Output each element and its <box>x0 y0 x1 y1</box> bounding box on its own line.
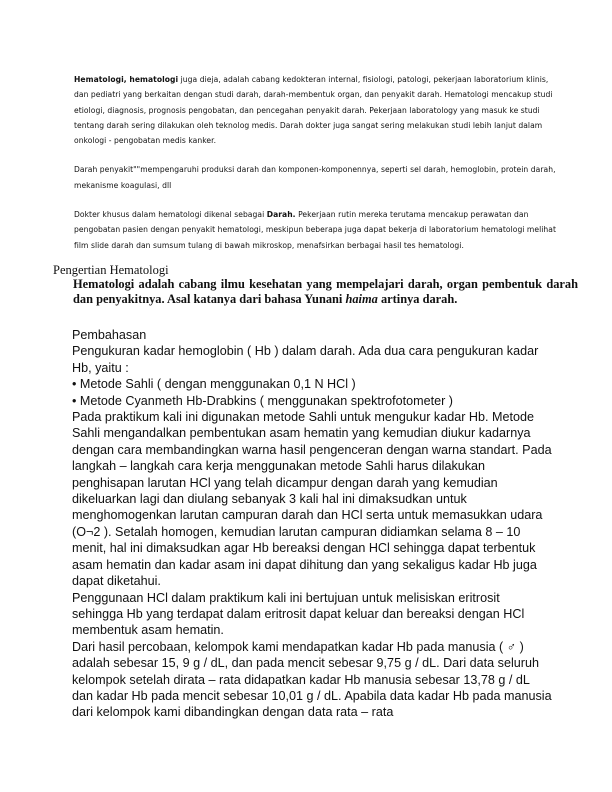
definition-text: Hematologi adalah cabang ilmu kesehatan yang mempelajari darah, organ pembentuk darah dan penyakitnya. Asal katanya dari bahasa Yunani <box>73 277 578 306</box>
body-paragraph: Dari hasil percobaan, kelompok kami mendapatkan kadar Hb pada manusia ( ♂ ) adalah sebesar 15, 9 g / dL, dan pada mencit sebesar 9,75 g / dL. Dari data seluruh kelompok setelah dirata – rata didapatkan kadar Hb manusia sebesar 13,78 g / dL dan kadar Hb pada mencit sebesar 10,01 g / dL. Apabila data kadar Hb pada manusia dari kelompok kami dibandingkan dengan data rata – rata <box>72 639 552 720</box>
paragraph-gap <box>74 193 564 207</box>
section-heading: Pengertian Hematologi <box>53 263 169 277</box>
intro-paragraph-1 <box>74 72 564 148</box>
definition-paragraph <box>73 277 578 306</box>
discussion-title: Pembahasan <box>72 328 147 342</box>
definition-term-italic: haima <box>345 291 378 306</box>
intro-paragraph-3 <box>74 207 564 253</box>
method-item-cyanmeth: • Metode Cyanmeth Hb-Drabkins ( menggunakan spektrofotometer ) <box>72 393 453 408</box>
intro-paragraph-3-term: Darah. <box>266 210 296 220</box>
definition-tail: artinya darah. <box>377 291 458 306</box>
intro-paragraph-3-text: Pekerjaan rutin mereka terutama mencakup perawatan dan pengobatan pasien dengan penyakit hematologi, meskipun beberapa juga dapat bekerja di laboratorium hematologi melihat film slide darah dan sumsum tulang di bawah mikroskop, menafsirkan berbagai hasil tes hematologi. <box>74 210 557 250</box>
body-paragraph: Pada praktikum kali ini digunakan metode Sahli untuk mengukur kadar Hb. Metode Sahli mengandalkan pembentukan asam hematin yang kemudian diukur kadarnya dengan cara membandingkan warna hasil pengenceran dengan warna standart. Pada langkah – langkah cara kerja menggunakan metode Sahli harus dilakukan penghisapan larutan HCl yang telah dicampur dengan darah yang kemudian dikeluarkan lagi dan diulang sebanyak 3 kali hal ini dimaksudkan untuk menghomogenkan larutan campuran darah dan HCl serta untuk memasukkan udara (O¬2 ). Setalah homogen, kemudian larutan campuran didiamkan selama 8 – 10 menit, hal ini dimaksudkan agar Hb bereaksi dengan HCl sehingga dapat terbentuk asam hematin dan kadar asam ini dapat dihitung dan yang sekaligus kadar Hb juga dapat diketahui. <box>72 410 552 589</box>
intro-paragraph-1-text: juga dieja, adalah cabang kedokteran internal, fisiologi, patologi, pekerjaan laboratorium klinis, dan pediatri yang berkaitan dengan studi darah, darah-membentuk organ, dan penyakit darah. Hematologi mencakup studi etiologi, diagnosis, prognosis pengobatan, dan pencegahan penyakit darah. Pekerjaan laboratology yang masuk ke studi tentang darah sering dilakukan oleh teknolog medis. Darah dokter juga sangat sering melakukan studi lebih lanjut dalam onkologi - pengobatan medis kanker. <box>74 75 553 146</box>
intro-section <box>74 72 564 253</box>
body-paragraph: Penggunaan HCl dalam praktikum kali ini bertujuan untuk melisiskan eritrosit sehingga Hb yang terdapat dalam eritrosit dapat keluar dan bereaksi dengan HCl membentuk asam hematin. <box>72 590 525 638</box>
intro-paragraph-3-lead: Dokter khusus dalam hematologi dikenal sebagai <box>74 210 267 220</box>
intro-term: Hematologi, hematologi <box>74 75 179 84</box>
method-item-sahli: • Metode Sahli ( dengan menggunakan 0,1 N HCl ) <box>72 377 356 392</box>
body-line: Pengukuran kadar hemoglobin ( Hb ) dalam darah. Ada dua cara pengukuran kadar Hb, yaitu : <box>72 344 539 375</box>
intro-paragraph-2: Darah penyakit""mempengaruhi produksi darah dan komponen-komponennya, seperti sel darah, hemoglobin, protein darah, mekanisme koagulasi, dll <box>74 165 556 190</box>
discussion-section <box>72 327 552 721</box>
paragraph-gap <box>74 148 564 162</box>
